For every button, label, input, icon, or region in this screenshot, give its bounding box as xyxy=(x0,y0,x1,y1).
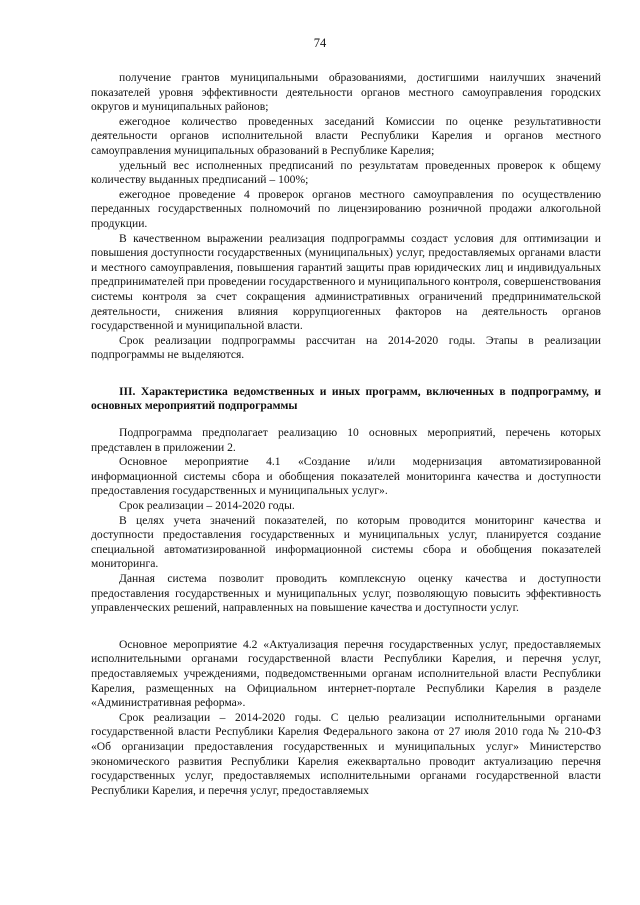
paragraph: Срок реализации подпрограммы рассчитан на 2014-2020 годы. Этапы в реализации подпрограммы не выделяются. xyxy=(91,333,601,362)
paragraph: В целях учета значений показателей, по которым проводится мониторинг качества и доступности предоставления государственных и муниципальных услуг, планируется создание специальной автоматизированной информационной системы сбора и обобщения показателей мониторинга. xyxy=(91,513,601,571)
paragraph: ежегодное количество проведенных заседаний Комиссии по оценке результативности деятельности органов исполнительной власти Республики Карелия и органов местного самоуправления муниципальных образований в Республике Карелия; xyxy=(91,114,601,157)
section-heading: III. Характеристика ведомственных и иных программ, включенных в подпрограмму, и основных мероприятий подпрограммы xyxy=(91,384,601,413)
paragraph: получение грантов муниципальными образованиями, достигшими наилучших значений показателей уровня эффективности деятельности органов местного самоуправления городских округов и муниципальных районов; xyxy=(91,71,601,114)
paragraph: Основное мероприятие 4.1 «Создание и/или модернизация автоматизированной информационной системы сбора и обобщения показателей мониторинга качества и доступности предоставления государственных и муниципальных услуг». xyxy=(91,455,601,498)
spacer xyxy=(91,616,601,638)
page-number: 74 xyxy=(313,36,327,50)
paragraph: Срок реализации – 2014-2020 годы. xyxy=(119,499,295,513)
paragraph: удельный вес исполненных предписаний по результатам проведенных проверок к общему количеству выданных предписаний – 100%; xyxy=(91,158,601,187)
paragraph: ежегодное проведение 4 проверок органов местного самоуправления по осуществлению переданных государственных полномочий по лицензированию розничной продажи алкогольной продукции. xyxy=(91,187,601,230)
paragraph: В качественном выражении реализация подпрограммы создаст условия для оптимизации и повышения доступности государственных (муниципальных) услуг, предоставляемых органами власти и местного самоуправления, повышения гарантий защиты прав юридических лиц и индивидуальных предпринимателей при проведении государственного и муниципального контроля, совершенствования системы контроля за счет сокращения административных ограничений предпринимательской деятельности, снижения влияния коррупциогенных факторов на деятельность органов государственной и муниципальной власти. xyxy=(91,231,601,333)
spacer xyxy=(91,363,601,385)
paragraph: Основное мероприятие 4.2 «Актуализация перечня государственных услуг, предоставляемых исполнительными органами государственной власти Республики Карелия, и перечня услуг, предоставляемых учреждениями, подведомственными органам исполнительной власти Республики Карелия, размещенных на Официальном интернет-портале Республики Карелия в разделе «Административная реформа». xyxy=(91,637,601,710)
paragraph: Подпрограмма предполагает реализацию 10 основных мероприятий, перечень которых представлен в приложении 2. xyxy=(91,426,601,454)
spacer xyxy=(91,414,601,426)
page-body xyxy=(91,71,601,798)
paragraph: Срок реализации – 2014-2020 годы. С целью реализации исполнительными органами государственной власти Республики Карелия Федерального закона от 27 июля 2010 года № 210-ФЗ «Об организации предоставления государственных и муниципальных услуг» Министерство экономического развития Республики Карелия ежеквартально проводит актуализацию перечня государственных услуг, предоставляемых исполнительными органами государственной власти Республики Карелия, и перечня услуг, предоставляемых xyxy=(91,710,601,797)
paragraph: Данная система позволит проводить комплексную оценку качества и доступности предоставления государственных и муниципальных услуг, позволяющую повысить эффективность управленческих решений, направленных на повышение качества и доступности услуг. xyxy=(91,572,601,615)
